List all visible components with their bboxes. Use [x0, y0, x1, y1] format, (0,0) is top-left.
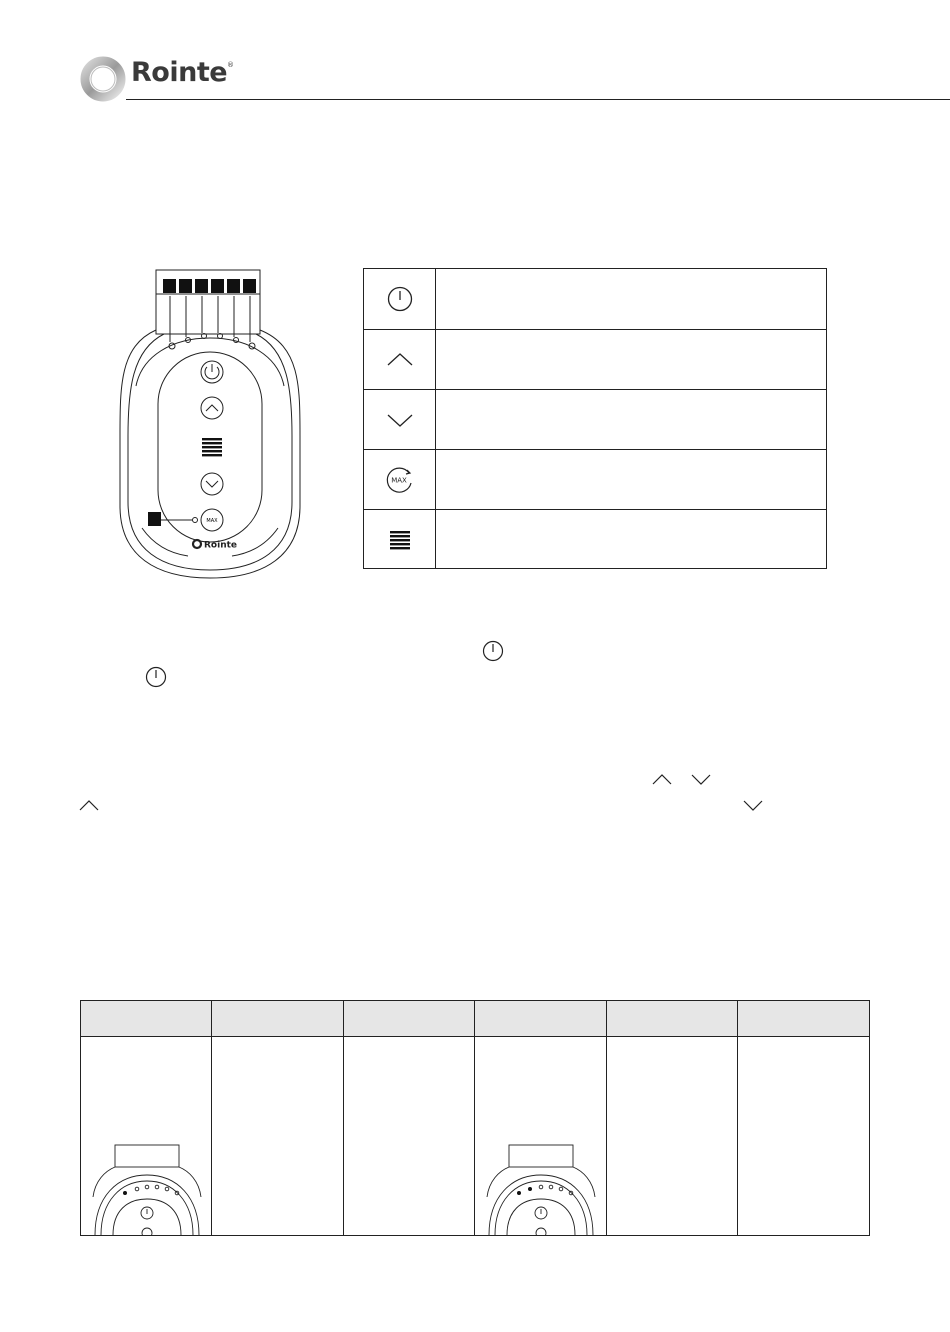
svg-text:MAX: MAX: [390, 476, 407, 484]
column-divider: [211, 1001, 212, 1235]
function-icon-cell: [364, 450, 436, 509]
function-row-max: [364, 449, 826, 509]
mini-device-diagram: [481, 1141, 599, 1235]
device-front-diagram: [112, 266, 308, 584]
function-row-levels: [364, 509, 826, 569]
column-divider: [343, 1001, 344, 1235]
inline-chevron-up-icon: [651, 772, 673, 786]
chevron-up-icon: [385, 350, 415, 370]
function-icon-cell: [364, 269, 436, 329]
device-max-label: MAX: [206, 518, 218, 524]
chevron-down-icon: [385, 410, 415, 430]
inline-power-icon: [482, 640, 504, 662]
function-row-power: [364, 269, 826, 329]
rointe-logo-mark-icon: [80, 56, 126, 102]
column-divider: [606, 1001, 607, 1235]
power-icon: [386, 285, 414, 313]
column-divider: [737, 1001, 738, 1235]
function-row-down: [364, 389, 826, 449]
max-boost-icon: [385, 465, 415, 495]
function-row-up: [364, 329, 826, 389]
brand-logo: Rointe®: [131, 57, 234, 88]
registered-mark: ®: [227, 61, 234, 69]
inline-chevron-up-icon: [78, 798, 100, 812]
inline-power-icon: [145, 666, 167, 688]
column-divider: [474, 1001, 475, 1235]
header-divider: [126, 99, 950, 100]
mode-table: [80, 1000, 870, 1236]
level-bars-icon: [389, 530, 411, 550]
inline-chevron-down-icon: [690, 772, 712, 786]
function-table: [363, 268, 827, 569]
function-icon-cell: [364, 510, 436, 569]
mode-table-header: [81, 1001, 869, 1037]
function-icon-cell: [364, 330, 436, 389]
mini-device-diagram: [87, 1141, 205, 1235]
inline-chevron-down-icon: [742, 798, 764, 812]
function-icon-cell: [364, 390, 436, 449]
device-logo-text: Rointe: [204, 540, 238, 551]
